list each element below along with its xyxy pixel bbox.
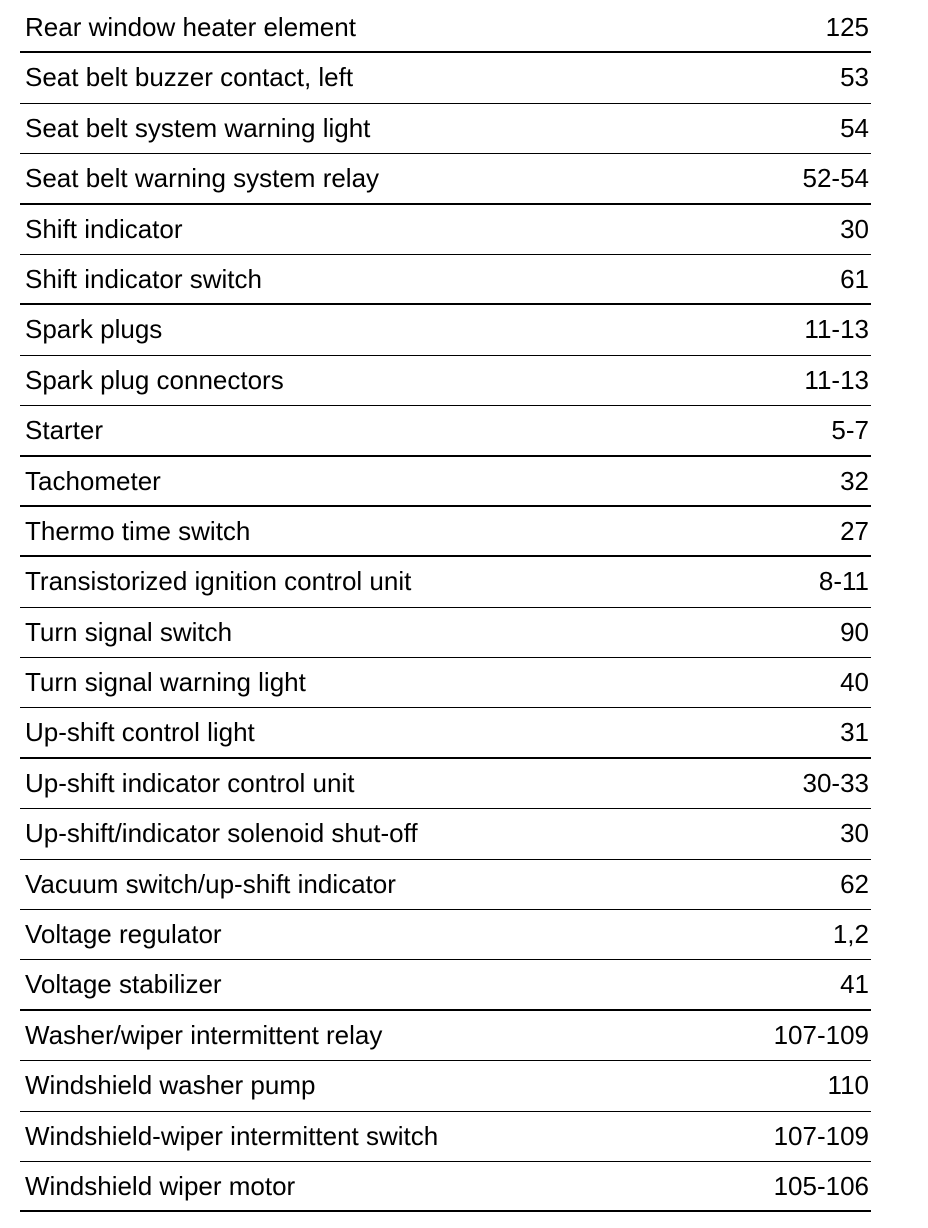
component-name: Turn signal warning light [25, 667, 306, 698]
table-row [20, 557, 871, 607]
page-reference: 27 [840, 515, 869, 546]
table-row [20, 356, 871, 406]
page-reference: 31 [840, 717, 869, 748]
component-name: Vacuum switch/up-shift indicator [25, 868, 396, 899]
page-reference: 32 [840, 465, 869, 496]
component-name: Rear window heater element [25, 12, 356, 42]
page-reference: 110 [827, 1070, 869, 1101]
table-row [20, 708, 871, 758]
page-reference: 40 [840, 667, 869, 698]
page-reference: 107-109 [773, 1019, 869, 1050]
page-reference: 54 [840, 112, 869, 143]
component-name: Voltage stabilizer [25, 969, 222, 1000]
component-name: Shift indicator [25, 213, 183, 244]
component-name: Shift indicator switch [25, 263, 262, 294]
component-name: Windshield-wiper intermittent switch [25, 1120, 439, 1151]
page-reference: 62 [840, 868, 869, 899]
page-reference: 53 [840, 62, 869, 93]
page-reference: 61 [840, 263, 869, 294]
component-name: Up-shift indicator control unit [25, 767, 355, 798]
component-name: Spark plug connectors [25, 364, 284, 395]
table-row [20, 759, 871, 809]
table-row [20, 507, 871, 557]
table-row [20, 860, 871, 910]
table-row [20, 154, 871, 204]
component-name: Voltage regulator [25, 919, 222, 950]
page-reference: 107-109 [773, 1120, 869, 1151]
table-row [20, 406, 871, 456]
page-reference: 105-106 [773, 1170, 869, 1201]
table-row [20, 910, 871, 960]
table-row [20, 457, 871, 507]
page-reference: 30 [840, 818, 869, 849]
table-row [20, 1162, 871, 1212]
table-row [20, 53, 871, 103]
component-name: Up-shift control light [25, 717, 255, 748]
component-name: Thermo time switch [25, 515, 251, 546]
component-name: Turn signal switch [25, 616, 233, 647]
page-reference: 11-13 [804, 314, 869, 345]
component-name: Tachometer [25, 465, 161, 496]
component-name: Windshield washer pump [25, 1070, 316, 1101]
page-reference: 30-33 [802, 767, 869, 798]
page-reference: 52-54 [802, 163, 869, 194]
component-name: Seat belt system warning light [25, 112, 371, 143]
page-reference: 41 [840, 969, 869, 1000]
component-name: Windshield wiper motor [25, 1170, 296, 1201]
page-reference: 1,2 [832, 919, 869, 950]
component-name: Seat belt buzzer contact, left [25, 62, 354, 93]
component-index-table [20, 3, 871, 1212]
component-name: Washer/wiper intermittent relay [25, 1019, 383, 1050]
table-row [20, 205, 871, 255]
component-name: Up-shift/indicator solenoid shut-off [25, 818, 418, 849]
table-row [20, 3, 871, 53]
page-reference: 8-11 [818, 566, 869, 597]
component-name: Seat belt warning system relay [25, 163, 380, 194]
component-name: Transistorized ignition control unit [25, 566, 412, 597]
component-name: Spark plugs [25, 314, 163, 345]
page-reference: 30 [840, 213, 869, 244]
table-row [20, 960, 871, 1010]
page-reference: 125 [825, 12, 869, 42]
table-row [20, 658, 871, 708]
table-row [20, 305, 871, 355]
table-row [20, 255, 871, 305]
table-row [20, 1112, 871, 1162]
page-reference: 5-7 [831, 415, 869, 446]
table-row [20, 608, 871, 658]
page-reference: 90 [840, 616, 869, 647]
table-row [20, 1011, 871, 1061]
table-row [20, 104, 871, 154]
page-reference: 11-13 [804, 364, 869, 395]
table-row [20, 809, 871, 859]
component-name: Starter [25, 415, 104, 446]
table-row [20, 1061, 871, 1111]
